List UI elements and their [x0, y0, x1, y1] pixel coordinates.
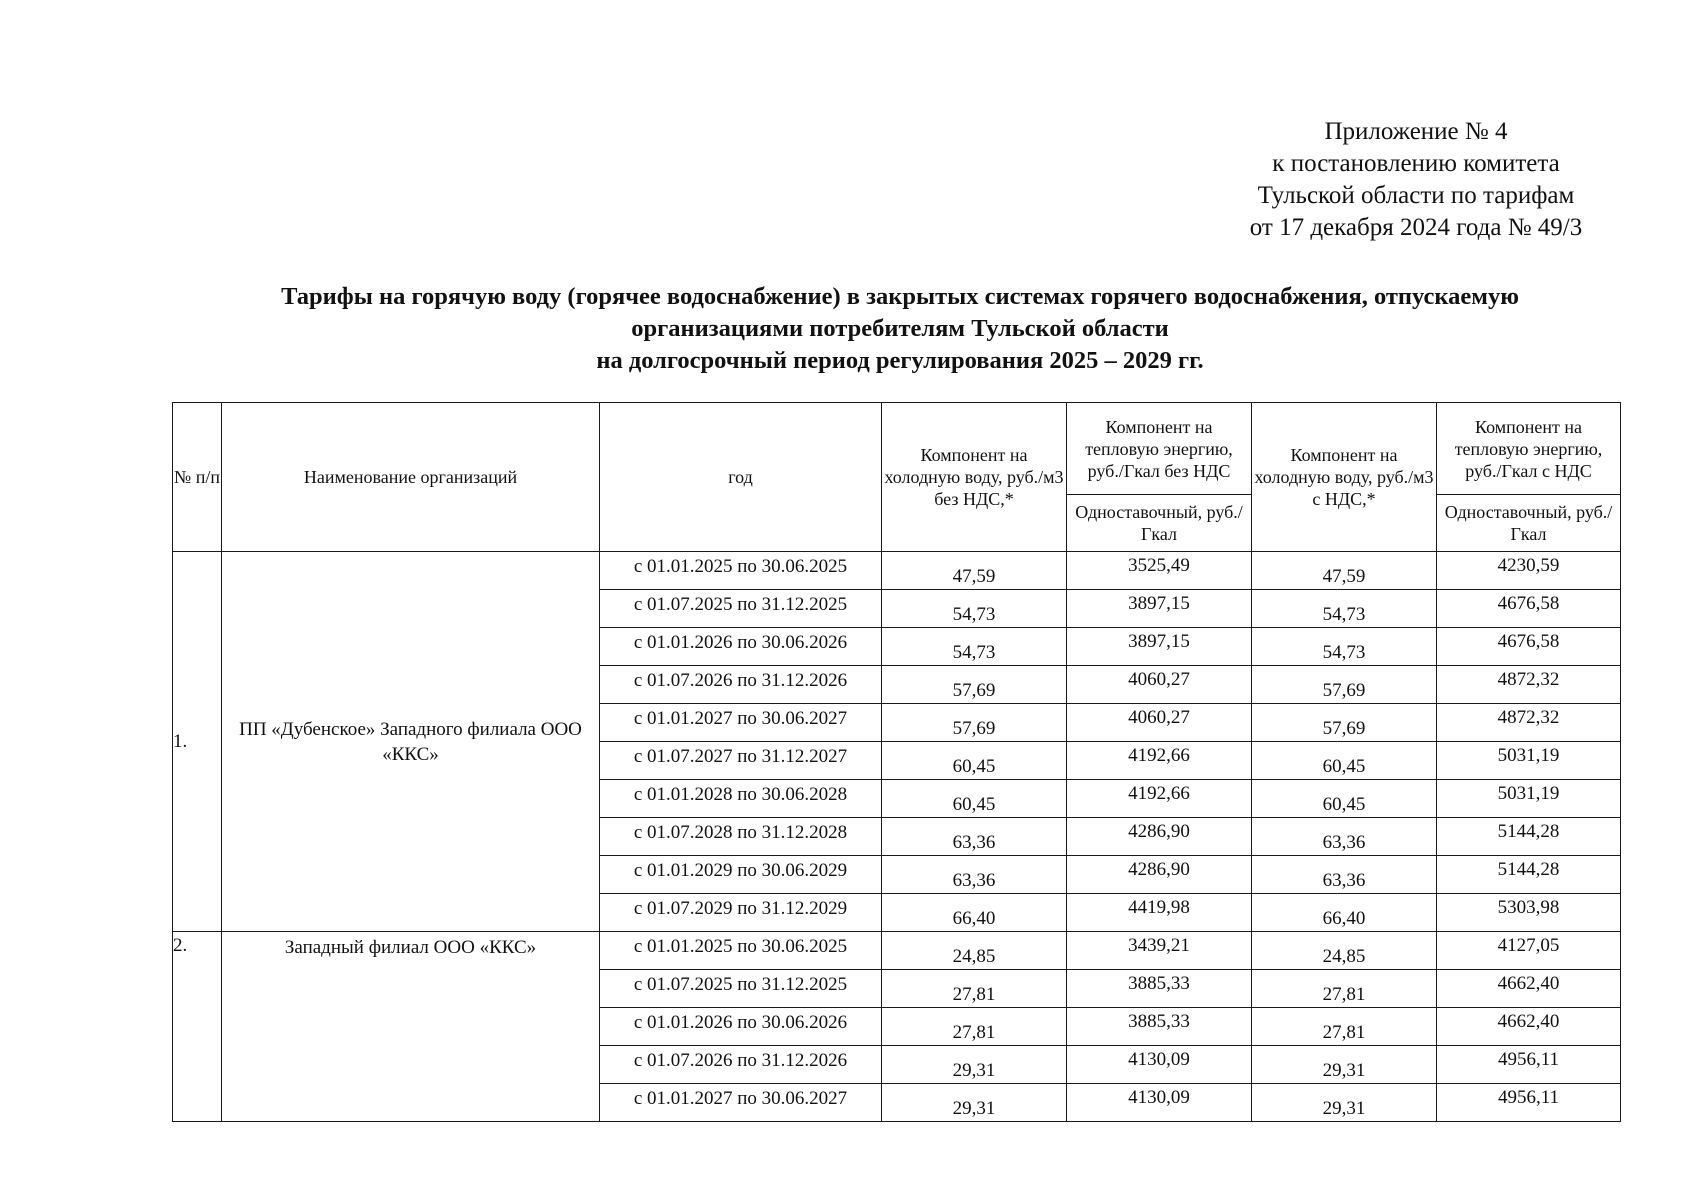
heat-energy-vat-cell: 4676,58	[1437, 590, 1621, 628]
cold-water-no-vat-cell: 63,36	[882, 818, 1067, 856]
period-cell: с 01.07.2026 по 31.12.2026	[600, 666, 882, 704]
cold-water-vat-cell: 27,81	[1252, 970, 1437, 1008]
heat-energy-vat-cell: 4872,32	[1437, 704, 1621, 742]
period-cell: с 01.01.2028 по 30.06.2028	[600, 780, 882, 818]
table-row	[173, 932, 1621, 970]
heat-energy-no-vat-cell: 3885,33	[1067, 1008, 1252, 1046]
tariffs-table	[172, 402, 1621, 1122]
cold-water-no-vat-cell: 57,69	[882, 666, 1067, 704]
cold-water-vat-cell: 57,69	[1252, 704, 1437, 742]
cold-water-vat-cell: 66,40	[1252, 894, 1437, 932]
cold-water-no-vat-cell: 54,73	[882, 590, 1067, 628]
header-heat-vat-single-rate: Одноставочный, руб./Гкал	[1437, 495, 1621, 552]
cold-water-vat-cell: 63,36	[1252, 818, 1437, 856]
appendix-reference	[1206, 116, 1626, 244]
appendix-resolution: к постановлению комитета	[1272, 150, 1560, 177]
document-title	[170, 281, 1630, 377]
cold-water-vat-cell: 29,31	[1252, 1046, 1437, 1084]
cold-water-no-vat-cell: 63,36	[882, 856, 1067, 894]
header-heat-no-vat-single-rate: Одноставочный, руб./Гкал	[1067, 495, 1252, 552]
cold-water-vat-cell: 47,59	[1252, 552, 1437, 590]
period-cell: с 01.07.2027 по 31.12.2027	[600, 742, 882, 780]
heat-energy-no-vat-cell: 4192,66	[1067, 780, 1252, 818]
cold-water-no-vat-cell: 29,31	[882, 1046, 1067, 1084]
org-index: 1.	[173, 552, 222, 932]
heat-energy-no-vat-cell: 4130,09	[1067, 1084, 1252, 1122]
heat-energy-vat-cell: 5031,19	[1437, 742, 1621, 780]
period-cell: с 01.01.2025 по 30.06.2025	[600, 552, 882, 590]
cold-water-vat-cell: 60,45	[1252, 780, 1437, 818]
cold-water-no-vat-cell: 60,45	[882, 780, 1067, 818]
heat-energy-vat-cell: 4662,40	[1437, 1008, 1621, 1046]
appendix-number: Приложение № 4	[1324, 118, 1508, 145]
cold-water-no-vat-cell: 27,81	[882, 1008, 1067, 1046]
heat-energy-no-vat-cell: 4130,09	[1067, 1046, 1252, 1084]
header-heat-energy-no-vat: Компонент на тепловую энергию, руб./Гкал без НДС	[1067, 403, 1252, 495]
heat-energy-vat-cell: 5144,28	[1437, 818, 1621, 856]
cold-water-no-vat-cell: 29,31	[882, 1084, 1067, 1122]
period-cell: с 01.01.2027 по 30.06.2027	[600, 704, 882, 742]
heat-energy-no-vat-cell: 4192,66	[1067, 742, 1252, 780]
org-name: Западный филиал ООО «ККС»	[222, 932, 600, 1122]
header-organization: Наименование организаций	[222, 403, 600, 552]
heat-energy-no-vat-cell: 4060,27	[1067, 704, 1252, 742]
heat-energy-no-vat-cell: 3897,15	[1067, 590, 1252, 628]
heat-energy-no-vat-cell: 4286,90	[1067, 856, 1252, 894]
cold-water-vat-cell: 63,36	[1252, 856, 1437, 894]
cold-water-no-vat-cell: 24,85	[882, 932, 1067, 970]
period-cell: с 01.01.2025 по 30.06.2025	[600, 932, 882, 970]
heat-energy-no-vat-cell: 3439,21	[1067, 932, 1252, 970]
cold-water-vat-cell: 29,31	[1252, 1084, 1437, 1122]
title-line-1: Тарифы на горячую воду (горячее водоснабжение) в закрытых системах горячего водоснабжения, отпускаемую	[281, 283, 1519, 310]
heat-energy-no-vat-cell: 3885,33	[1067, 970, 1252, 1008]
cold-water-no-vat-cell: 66,40	[882, 894, 1067, 932]
cold-water-no-vat-cell: 60,45	[882, 742, 1067, 780]
header-heat-energy-vat: Компонент на тепловую энергию, руб./Гкал с НДС	[1437, 403, 1621, 495]
heat-energy-no-vat-cell: 3897,15	[1067, 628, 1252, 666]
appendix-committee: Тульской области по тарифам	[1257, 182, 1575, 209]
period-cell: с 01.01.2027 по 30.06.2027	[600, 1084, 882, 1122]
cold-water-vat-cell: 57,69	[1252, 666, 1437, 704]
heat-energy-vat-cell: 5144,28	[1437, 856, 1621, 894]
header-cold-water-vat: Компонент на холодную воду, руб./м3 с НДС,*	[1252, 403, 1437, 552]
heat-energy-vat-cell: 4230,59	[1437, 552, 1621, 590]
org-name: ПП «Дубенское» Западного филиала ООО «ККС»	[222, 552, 600, 932]
cold-water-no-vat-cell: 57,69	[882, 704, 1067, 742]
table-body	[173, 552, 1621, 1122]
period-cell: с 01.01.2026 по 30.06.2026	[600, 628, 882, 666]
heat-energy-vat-cell: 4872,32	[1437, 666, 1621, 704]
header-number: № п/п	[173, 403, 222, 552]
heat-energy-no-vat-cell: 4419,98	[1067, 894, 1252, 932]
period-cell: с 01.07.2029 по 31.12.2029	[600, 894, 882, 932]
heat-energy-vat-cell: 4127,05	[1437, 932, 1621, 970]
period-cell: с 01.01.2026 по 30.06.2026	[600, 1008, 882, 1046]
cold-water-vat-cell: 54,73	[1252, 628, 1437, 666]
period-cell: с 01.01.2029 по 30.06.2029	[600, 856, 882, 894]
period-cell: с 01.07.2025 по 31.12.2025	[600, 590, 882, 628]
title-line-3: на долгосрочный период регулирования 2025 – 2029 гг.	[596, 347, 1204, 374]
cold-water-vat-cell: 60,45	[1252, 742, 1437, 780]
header-cold-water-no-vat: Компонент на холодную воду, руб./м3 без НДС,*	[882, 403, 1067, 552]
org-index: 2.	[173, 932, 222, 1122]
heat-energy-vat-cell: 5031,19	[1437, 780, 1621, 818]
heat-energy-no-vat-cell: 4060,27	[1067, 666, 1252, 704]
cold-water-no-vat-cell: 47,59	[882, 552, 1067, 590]
heat-energy-vat-cell: 4662,40	[1437, 970, 1621, 1008]
header-year: год	[600, 403, 882, 552]
cold-water-vat-cell: 27,81	[1252, 1008, 1437, 1046]
cold-water-vat-cell: 54,73	[1252, 590, 1437, 628]
cold-water-vat-cell: 24,85	[1252, 932, 1437, 970]
cold-water-no-vat-cell: 54,73	[882, 628, 1067, 666]
heat-energy-vat-cell: 5303,98	[1437, 894, 1621, 932]
period-cell: с 01.07.2025 по 31.12.2025	[600, 970, 882, 1008]
heat-energy-vat-cell: 4956,11	[1437, 1084, 1621, 1122]
heat-energy-no-vat-cell: 3525,49	[1067, 552, 1252, 590]
period-cell: с 01.07.2026 по 31.12.2026	[600, 1046, 882, 1084]
table-header	[173, 403, 1621, 552]
cold-water-no-vat-cell: 27,81	[882, 970, 1067, 1008]
appendix-date: от 17 декабря 2024 года № 49/3	[1249, 214, 1583, 241]
heat-energy-vat-cell: 4676,58	[1437, 628, 1621, 666]
heat-energy-no-vat-cell: 4286,90	[1067, 818, 1252, 856]
table-row	[173, 552, 1621, 590]
period-cell: с 01.07.2028 по 31.12.2028	[600, 818, 882, 856]
title-line-2: организациями потребителям Тульской области	[631, 315, 1169, 342]
heat-energy-vat-cell: 4956,11	[1437, 1046, 1621, 1084]
